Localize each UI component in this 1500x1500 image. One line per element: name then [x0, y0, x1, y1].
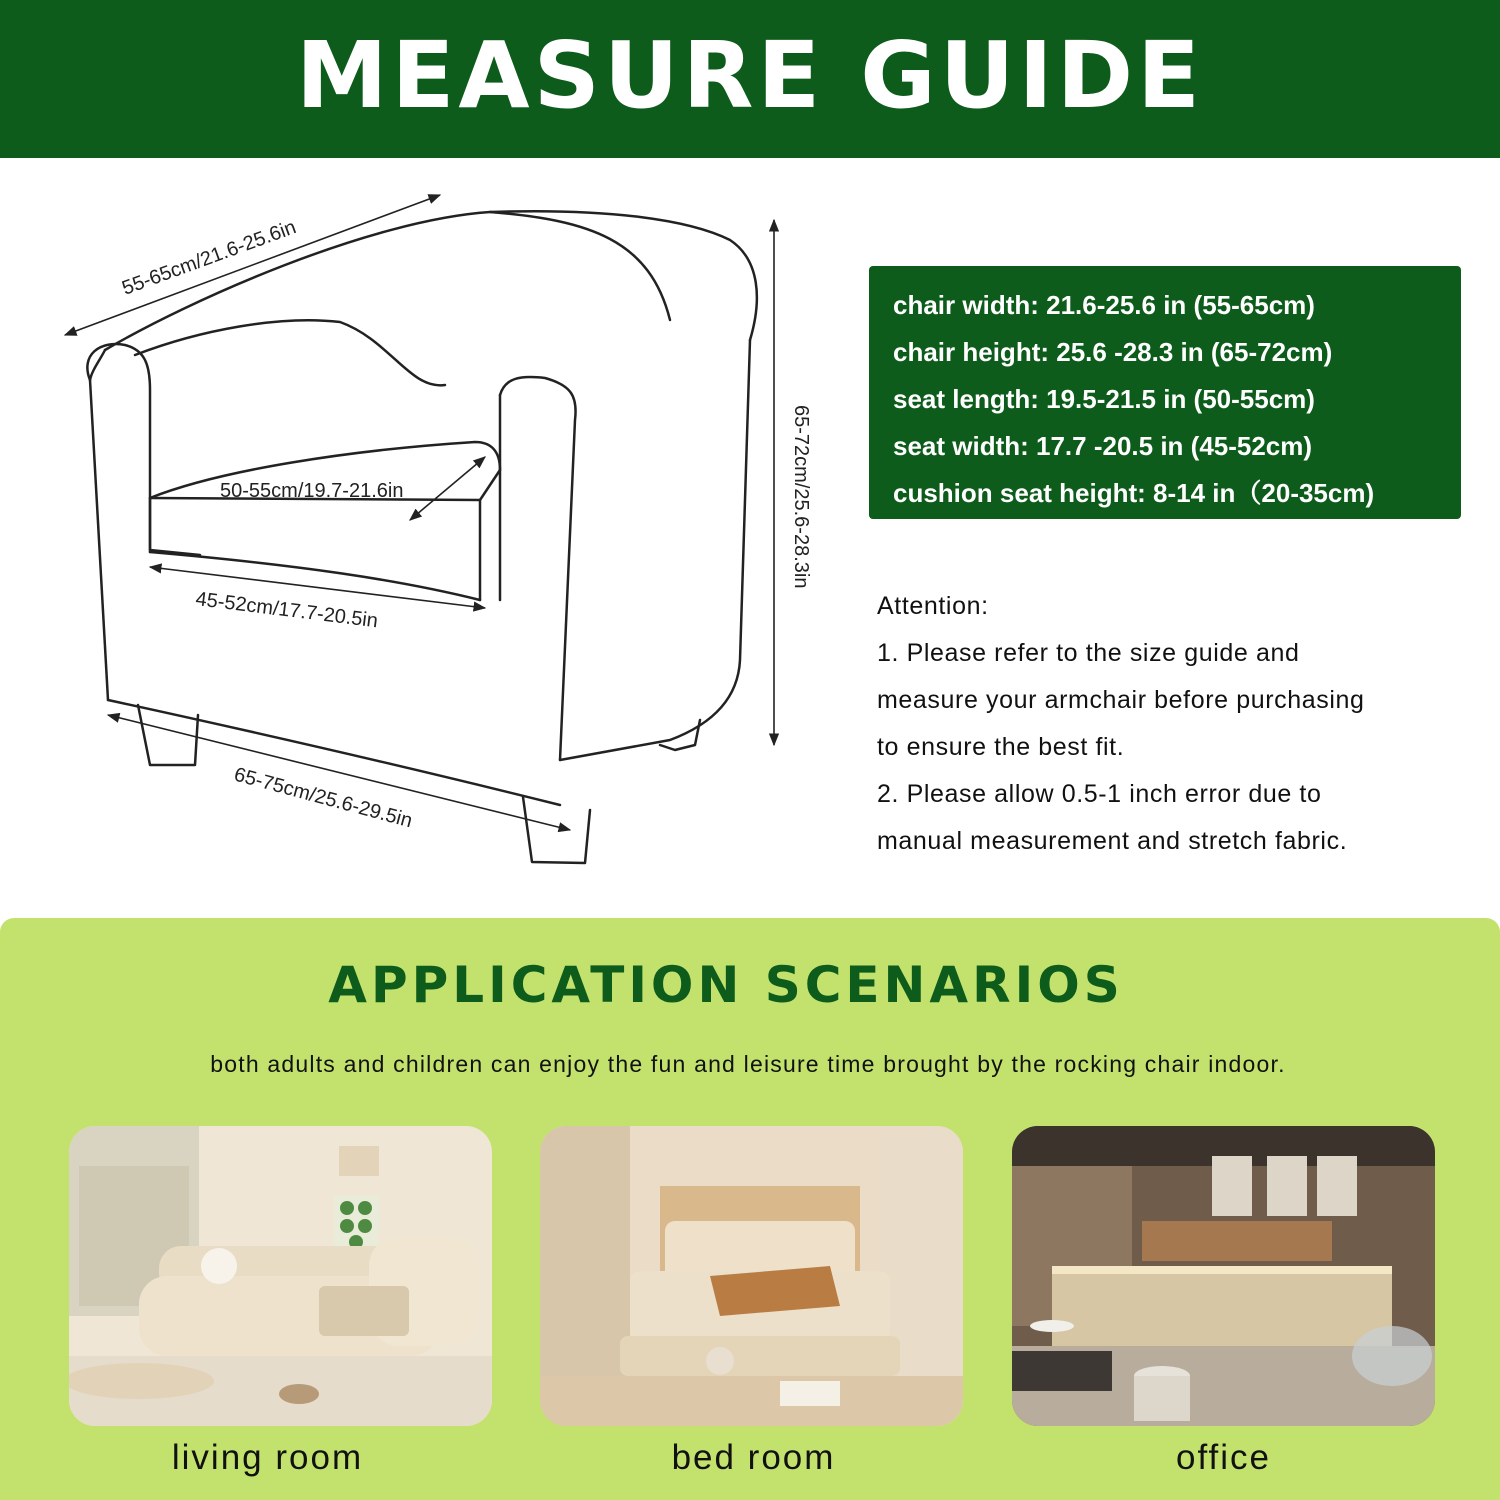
office-image [1012, 1126, 1435, 1426]
attention-line: 1. Please refer to the size guide and [877, 639, 1300, 667]
header-banner [0, 0, 1500, 158]
spec-seat-length: seat length: 19.5-21.5 in (50-55cm) [893, 384, 1315, 414]
spec-chair-width: chair width: 21.6-25.6 in (55-65cm) [893, 290, 1315, 320]
living-room-image [69, 1126, 492, 1426]
attention-notes [877, 583, 1477, 865]
attention-line: 2. Please allow 0.5-1 inch error due to [877, 780, 1322, 808]
scene-label-bed-room: bed room [671, 1438, 836, 1477]
spec-seat-width: seat width: 17.7 -20.5 in (45-52cm) [893, 431, 1313, 461]
chair-backrest [105, 211, 757, 350]
application-section [0, 918, 1500, 1500]
chair-left-arm [87, 344, 200, 555]
spec-cushion-height: cushion seat height: 8-14 in（20-35cm) [893, 478, 1375, 508]
scene-label-office: office [1175, 1438, 1272, 1477]
chair-diagram [50, 180, 830, 880]
scene-label-living-room: living room [171, 1438, 364, 1477]
attention-line: to ensure the best fit. [877, 733, 1125, 761]
spec-chair-height: chair height: 25.6 -28.3 in (65-72cm) [893, 337, 1333, 367]
label-seat-length: 50-55cm/19.7-21.6in [220, 480, 404, 502]
label-seat-width: 45-52cm/17.7-20.5in [194, 588, 380, 633]
page-title: MEASURE GUIDE [296, 22, 1204, 129]
label-back-width: 55-65cm/21.6-25.6in [119, 216, 300, 300]
attention-line: manual measurement and stretch fabric. [877, 827, 1348, 855]
chair-leg [523, 797, 590, 863]
chair-right-arm [500, 377, 576, 760]
label-base-width: 65-75cm/25.6-29.5in [231, 763, 415, 833]
label-height: 65-72cm/25.6-28.3in [790, 405, 812, 589]
bed-room-image [540, 1126, 963, 1426]
attention-title: Attention: [877, 592, 989, 620]
application-subtitle: both adults and children can enjoy the fun and leisure time brought by the rocking chair indoor. [210, 1051, 1286, 1077]
attention-line: measure your armchair before purchasing [877, 686, 1365, 714]
spec-box [869, 266, 1461, 519]
application-title: APPLICATION SCENARIOS [328, 956, 1124, 1014]
